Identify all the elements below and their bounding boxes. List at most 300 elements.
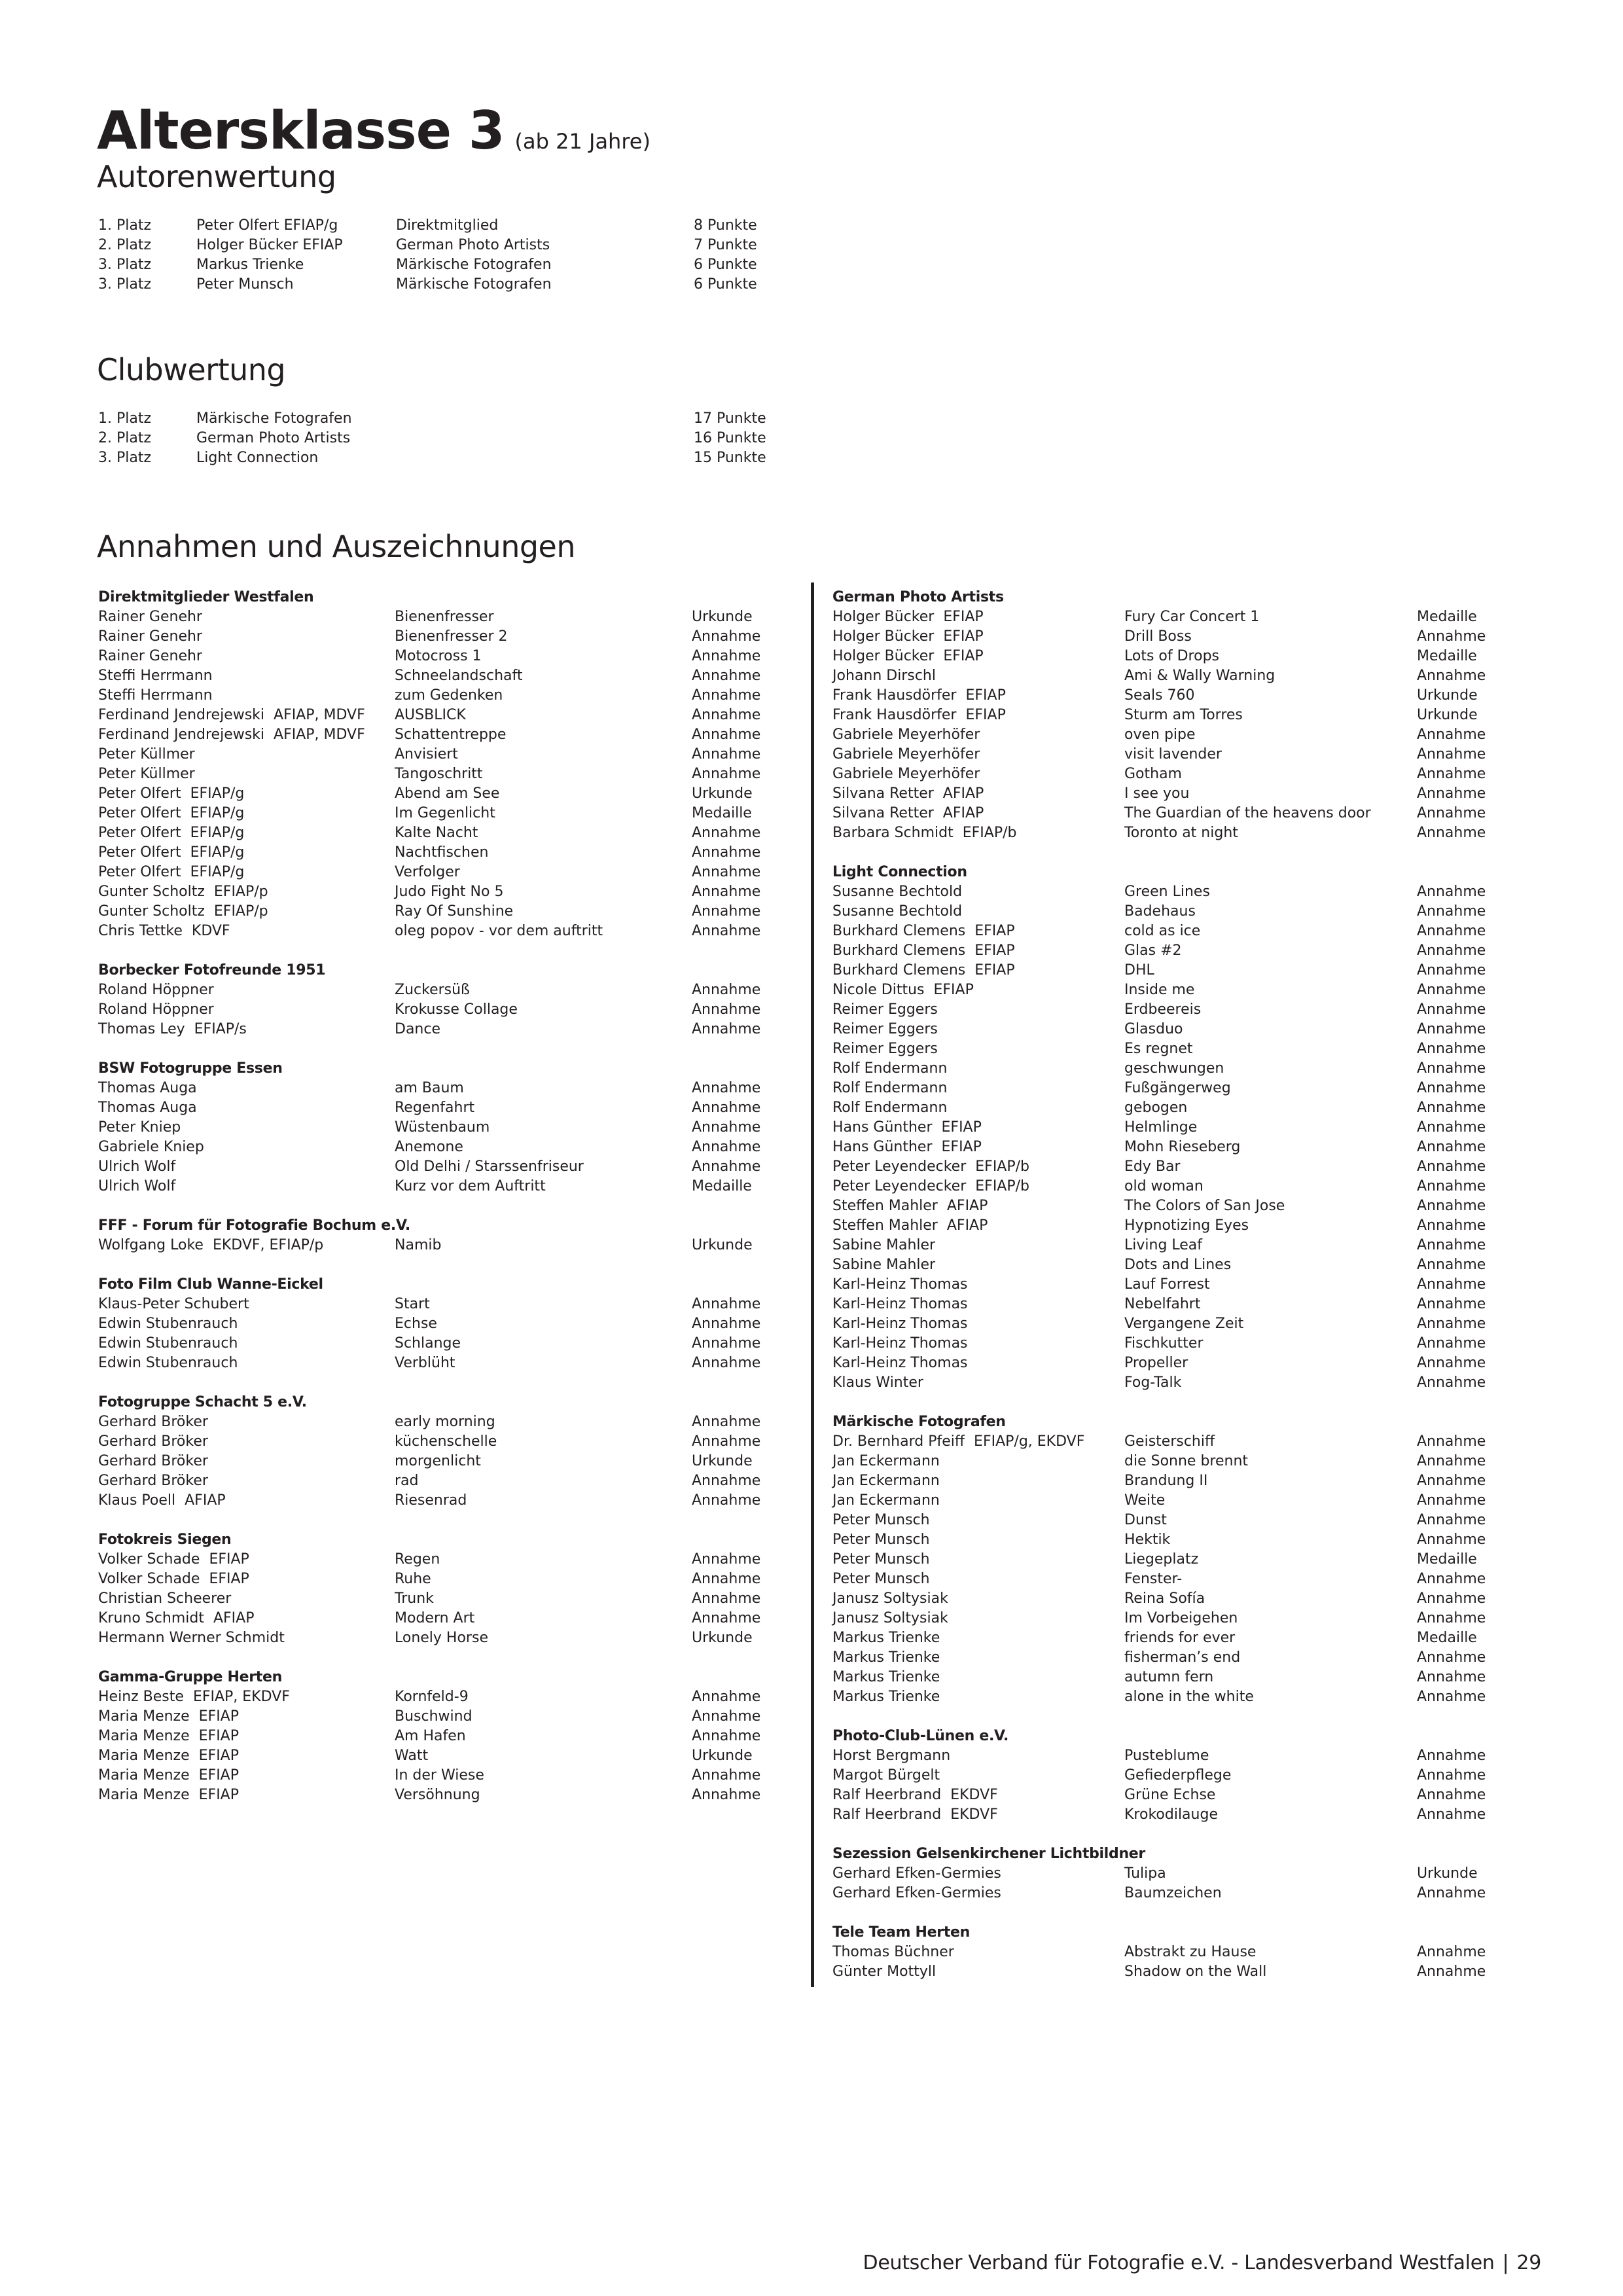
ranking-author: Holger Bücker EFIAP bbox=[196, 237, 343, 253]
entry-author bbox=[98, 1550, 249, 1570]
entry-result: Annahme bbox=[692, 1414, 761, 1430]
entry-row bbox=[832, 1471, 1539, 1491]
entry-result: Annahme bbox=[1417, 1964, 1486, 1980]
entry-author-name: Dr. Bernhard Pfeiff bbox=[832, 1433, 965, 1450]
entry-honors: EFIAP/b bbox=[975, 1178, 1030, 1194]
entry-author-name: Peter Olfert bbox=[98, 844, 181, 861]
autorenwertung-list bbox=[98, 216, 785, 295]
ranking-place: 3. Platz bbox=[98, 276, 152, 293]
entry-author-name: Wolfgang Loke bbox=[98, 1237, 204, 1253]
club-group bbox=[98, 1668, 785, 1805]
entry-result: Annahme bbox=[1417, 1335, 1486, 1352]
ranking-author: Peter Munsch bbox=[196, 276, 294, 293]
entry-result: Annahme bbox=[692, 1590, 761, 1607]
entry-author bbox=[832, 1766, 940, 1785]
entry-title: Geisterschiff bbox=[1124, 1433, 1215, 1450]
entry-row bbox=[98, 764, 785, 784]
entry-author bbox=[832, 1354, 968, 1373]
entry-author-name: Reimer Eggers bbox=[832, 1021, 938, 1037]
entry-result: Annahme bbox=[692, 1355, 761, 1371]
entry-author-name: Rolf Endermann bbox=[832, 1080, 948, 1096]
entry-result: Annahme bbox=[692, 1080, 761, 1096]
entry-author bbox=[832, 1471, 940, 1491]
entry-author-name: Hermann Werner Schmidt bbox=[98, 1630, 285, 1646]
entry-author bbox=[832, 804, 984, 823]
entry-title: early morning bbox=[395, 1414, 495, 1430]
entry-title: In der Wiese bbox=[395, 1767, 484, 1784]
entry-result: Annahme bbox=[1417, 1944, 1486, 1960]
entry-author bbox=[832, 627, 984, 647]
entry-author bbox=[98, 863, 244, 882]
entry-result: Annahme bbox=[1417, 1590, 1486, 1607]
entry-result: Annahme bbox=[692, 726, 761, 743]
club-group bbox=[832, 1727, 1539, 1825]
ranking-club: German Photo Artists bbox=[196, 430, 351, 446]
entry-title: Liegeplatz bbox=[1124, 1551, 1199, 1568]
entry-title: Anemone bbox=[395, 1139, 463, 1155]
entry-title: Start bbox=[395, 1296, 430, 1312]
club-group bbox=[832, 863, 1539, 1393]
entry-row bbox=[98, 1138, 785, 1157]
ranking-place: 1. Platz bbox=[98, 217, 152, 234]
entry-title: Dance bbox=[395, 1021, 440, 1037]
entry-row bbox=[98, 784, 785, 804]
entry-result: Medaille bbox=[1417, 1551, 1477, 1568]
footer-separator: | bbox=[1502, 2251, 1509, 2274]
entry-author bbox=[832, 1098, 947, 1118]
entry-title: Glas #2 bbox=[1124, 942, 1182, 959]
entry-title: Krokodilauge bbox=[1124, 1806, 1218, 1823]
ranking-points: 7 Punkte bbox=[694, 237, 757, 253]
entry-title: Namib bbox=[395, 1237, 442, 1253]
entry-author-name: Heinz Beste bbox=[98, 1689, 184, 1705]
entry-row bbox=[832, 725, 1539, 745]
entry-row bbox=[98, 1491, 785, 1511]
club-group-title: Light Connection bbox=[832, 864, 967, 880]
entry-author-name: Klaus Winter bbox=[832, 1374, 923, 1391]
ranking-club: Märkische Fotografen bbox=[396, 276, 552, 293]
entry-author bbox=[832, 1687, 940, 1707]
entry-result: Annahme bbox=[1417, 1473, 1486, 1489]
entry-result: Medaille bbox=[692, 805, 752, 821]
column-divider bbox=[811, 583, 814, 1987]
entry-row bbox=[98, 1098, 785, 1118]
entry-author bbox=[98, 607, 202, 627]
entry-row bbox=[832, 1785, 1539, 1805]
entry-author bbox=[98, 1785, 239, 1805]
entry-author-name: Thomas Ley bbox=[98, 1021, 185, 1037]
entry-result: Annahme bbox=[1417, 628, 1486, 645]
entry-honors: AFIAP, MDVF bbox=[274, 707, 365, 723]
entry-result: Annahme bbox=[1417, 1767, 1486, 1784]
entry-author-name: Susanne Bechtold bbox=[832, 903, 963, 920]
entry-title: Brandung II bbox=[1124, 1473, 1208, 1489]
entry-author-name: Peter Olfert bbox=[98, 805, 181, 821]
entry-row bbox=[832, 1766, 1539, 1785]
entry-row bbox=[832, 1216, 1539, 1236]
entry-title: Edy Bar bbox=[1124, 1158, 1181, 1175]
entry-title: visit lavender bbox=[1124, 746, 1222, 762]
entry-title: Versöhnung bbox=[395, 1787, 480, 1803]
entry-title: fisherman’s end bbox=[1124, 1649, 1241, 1666]
entry-result: Annahme bbox=[692, 982, 761, 998]
entry-title: Baumzeichen bbox=[1124, 1885, 1222, 1901]
entry-title: Kurz vor dem Auftritt bbox=[395, 1178, 546, 1194]
entry-row bbox=[832, 1628, 1539, 1648]
club-group bbox=[832, 588, 1539, 843]
entry-title: Lonely Horse bbox=[395, 1630, 488, 1646]
entry-author bbox=[98, 1589, 231, 1609]
entry-title: Grüne Echse bbox=[1124, 1787, 1216, 1803]
entry-author-name: Ulrich Wolf bbox=[98, 1178, 176, 1194]
club-group bbox=[98, 1216, 785, 1255]
entry-title: Helmlinge bbox=[1124, 1119, 1198, 1136]
entry-result: Annahme bbox=[1417, 1571, 1486, 1587]
entry-author bbox=[832, 607, 984, 627]
entry-author bbox=[832, 745, 980, 764]
entry-row bbox=[98, 1432, 785, 1452]
club-group-title: Tele Team Herten bbox=[832, 1924, 971, 1941]
club-group bbox=[98, 1059, 785, 1196]
entry-result: Annahme bbox=[692, 825, 761, 841]
entry-title: cold as ice bbox=[1124, 923, 1201, 939]
entry-author-name: Rolf Endermann bbox=[832, 1060, 948, 1077]
entry-result: Annahme bbox=[692, 707, 761, 723]
entry-result: Annahme bbox=[1417, 1453, 1486, 1469]
entry-title: Fury Car Concert 1 bbox=[1124, 609, 1260, 625]
entry-title: am Baum bbox=[395, 1080, 464, 1096]
entry-title: Schattentreppe bbox=[395, 726, 507, 743]
entry-author bbox=[832, 1059, 947, 1079]
entry-author bbox=[832, 1255, 935, 1275]
entry-title: Buschwind bbox=[395, 1708, 473, 1725]
entry-row bbox=[832, 922, 1539, 941]
entry-title: Schneelandschaft bbox=[395, 668, 523, 684]
entry-honors: EFIAP/g bbox=[190, 864, 245, 880]
ranking-place: 2. Platz bbox=[98, 430, 152, 446]
entry-row bbox=[832, 804, 1539, 823]
ranking-points: 6 Punkte bbox=[694, 257, 757, 273]
ranking-club: Märkische Fotografen bbox=[196, 410, 352, 427]
entry-row bbox=[98, 1746, 785, 1766]
entry-row bbox=[832, 1452, 1539, 1471]
entry-author bbox=[832, 1746, 950, 1766]
entry-title: gebogen bbox=[1124, 1100, 1188, 1116]
entry-row bbox=[98, 1236, 785, 1255]
entry-author-name: Rolf Endermann bbox=[832, 1100, 948, 1116]
ranking-place: 3. Platz bbox=[98, 450, 152, 466]
entry-honors: EFIAP/g bbox=[190, 785, 245, 802]
entry-honors: EFIAP bbox=[209, 1551, 249, 1568]
entry-row bbox=[98, 1609, 785, 1628]
entry-result: Annahme bbox=[1417, 923, 1486, 939]
entry-author bbox=[98, 1570, 249, 1589]
entry-honors: AFIAP bbox=[185, 1492, 226, 1509]
entry-author bbox=[832, 1079, 947, 1098]
entry-author bbox=[832, 1157, 1029, 1177]
entry-title: Abend am See bbox=[395, 785, 500, 802]
entry-result: Annahme bbox=[1417, 1316, 1486, 1332]
entry-row bbox=[98, 1334, 785, 1354]
entry-author-name: Günter Mottyll bbox=[832, 1964, 936, 1980]
entry-title: Glasduo bbox=[1124, 1021, 1183, 1037]
entry-result: Annahme bbox=[692, 1316, 761, 1332]
entry-author bbox=[832, 882, 962, 902]
entry-honors: EFIAP/p bbox=[213, 884, 268, 900]
section-heading-annahmen: Annahmen und Auszeichnungen bbox=[97, 529, 576, 564]
entry-result: Annahme bbox=[1417, 1748, 1486, 1764]
entry-row bbox=[832, 647, 1539, 666]
entry-row bbox=[832, 1236, 1539, 1255]
entry-row bbox=[832, 1059, 1539, 1079]
entry-author-name: Steffi Herrmann bbox=[98, 668, 213, 684]
entry-title: Lots of Drops bbox=[1124, 648, 1219, 664]
entry-result: Annahme bbox=[1417, 1158, 1486, 1175]
club-ranking-row bbox=[98, 409, 785, 429]
entry-author-name: Ralf Heerbrand bbox=[832, 1787, 942, 1803]
entry-author bbox=[832, 1962, 936, 1982]
entry-honors: AFIAP, MDVF bbox=[274, 726, 365, 743]
entry-result: Urkunde bbox=[1417, 687, 1478, 704]
entry-title: Echse bbox=[395, 1316, 437, 1332]
entry-row bbox=[832, 902, 1539, 922]
entry-row bbox=[98, 882, 785, 902]
entry-author bbox=[98, 823, 244, 843]
club-group-title: FFF - Forum für Fotografie Bochum e.V. bbox=[98, 1217, 410, 1234]
entry-honors: EFIAP/g bbox=[190, 805, 245, 821]
club-group-title: BSW Fotogruppe Essen bbox=[98, 1060, 283, 1077]
entry-result: Annahme bbox=[1417, 1433, 1486, 1450]
entry-author bbox=[98, 686, 213, 706]
entry-row bbox=[832, 1570, 1539, 1589]
entry-author bbox=[832, 1275, 968, 1295]
entry-row bbox=[832, 1334, 1539, 1354]
entry-author bbox=[98, 1118, 181, 1138]
entry-row bbox=[98, 647, 785, 666]
ranking-club: Direktmitglied bbox=[396, 217, 499, 234]
entry-result: Medaille bbox=[1417, 609, 1477, 625]
entry-author-name: Hans Günther bbox=[832, 1139, 933, 1155]
club-group-title: Direktmitglieder Westfalen bbox=[98, 589, 314, 605]
entry-author-name: Ulrich Wolf bbox=[98, 1158, 176, 1175]
entry-title: Sturm am Torres bbox=[1124, 707, 1243, 723]
entry-title: Dunst bbox=[1124, 1512, 1167, 1528]
entry-title: alone in the white bbox=[1124, 1689, 1254, 1705]
club-ranking-row bbox=[98, 448, 785, 468]
ranking-author: Peter Olfert EFIAP/g bbox=[196, 217, 338, 234]
entry-title: autumn fern bbox=[1124, 1669, 1214, 1685]
club-group bbox=[832, 1923, 1539, 1982]
ranking-row bbox=[98, 275, 785, 295]
entry-row bbox=[98, 686, 785, 706]
entry-author-name: Holger Bücker bbox=[832, 609, 935, 625]
entry-author bbox=[98, 764, 195, 784]
entry-author bbox=[832, 666, 936, 686]
entry-author-name: Peter Munsch bbox=[832, 1512, 930, 1528]
entry-title: morgenlicht bbox=[395, 1453, 481, 1469]
entry-author-name: Peter Olfert bbox=[98, 785, 181, 802]
entry-title: Motocross 1 bbox=[395, 648, 482, 664]
entry-author bbox=[98, 980, 214, 1000]
entry-result: Annahme bbox=[692, 1021, 761, 1037]
entry-honors: EFIAP bbox=[198, 1767, 239, 1784]
entry-row bbox=[832, 784, 1539, 804]
entry-honors: EFIAP bbox=[965, 687, 1006, 704]
entry-author bbox=[832, 1314, 968, 1334]
entry-author bbox=[832, 1334, 968, 1354]
entry-author bbox=[832, 1000, 938, 1020]
entry-author-name: Volker Schade bbox=[98, 1551, 200, 1568]
entry-author-name: Gabriele Kniep bbox=[98, 1139, 204, 1155]
entry-result: Annahme bbox=[1417, 1787, 1486, 1803]
entry-author-name: Burkhard Clemens bbox=[832, 923, 966, 939]
entry-honors: KDVF bbox=[191, 923, 230, 939]
ranking-place: 2. Platz bbox=[98, 237, 152, 253]
entry-title: oven pipe bbox=[1124, 726, 1196, 743]
entry-title: zum Gedenken bbox=[395, 687, 503, 704]
entry-result: Annahme bbox=[1417, 1355, 1486, 1371]
entry-row bbox=[832, 1884, 1539, 1903]
entry-result: Annahme bbox=[1417, 1296, 1486, 1312]
entry-author-name: Maria Menze bbox=[98, 1708, 190, 1725]
entry-row bbox=[832, 1609, 1539, 1628]
entry-author bbox=[832, 1196, 988, 1216]
entry-row bbox=[98, 1570, 785, 1589]
entry-result: Annahme bbox=[1417, 1139, 1486, 1155]
entry-result: Annahme bbox=[1417, 1532, 1486, 1548]
entry-author bbox=[832, 1216, 988, 1236]
entry-author-name: Holger Bücker bbox=[832, 628, 935, 645]
entry-honors: EKDVF bbox=[950, 1787, 998, 1803]
entry-row bbox=[832, 1805, 1539, 1825]
entry-result: Annahme bbox=[1417, 903, 1486, 920]
entry-author-name: Christian Scheerer bbox=[98, 1590, 232, 1607]
annahmen-right-column bbox=[832, 588, 1539, 2001]
entry-row bbox=[832, 1530, 1539, 1550]
entry-result: Annahme bbox=[692, 1610, 761, 1626]
entry-row bbox=[832, 1491, 1539, 1511]
entry-title: Living Leaf bbox=[1124, 1237, 1203, 1253]
entry-result: Annahme bbox=[1417, 726, 1486, 743]
entry-row bbox=[832, 1589, 1539, 1609]
club-group-title: Märkische Fotografen bbox=[832, 1414, 1006, 1430]
entry-row bbox=[98, 1550, 785, 1570]
entry-result: Annahme bbox=[692, 1139, 761, 1155]
entry-author bbox=[98, 627, 202, 647]
entry-row bbox=[832, 627, 1539, 647]
entry-author bbox=[98, 1766, 239, 1785]
entry-title: Weite bbox=[1124, 1492, 1166, 1509]
entry-author bbox=[832, 1884, 1001, 1903]
entry-author bbox=[832, 1020, 938, 1039]
entry-row bbox=[832, 1020, 1539, 1039]
entry-result: Urkunde bbox=[692, 1630, 753, 1646]
entry-title: Fischkutter bbox=[1124, 1335, 1204, 1352]
entry-honors: EFIAP bbox=[198, 1728, 239, 1744]
entry-author bbox=[98, 1020, 247, 1039]
entry-title: geschwungen bbox=[1124, 1060, 1224, 1077]
entry-title: AUSBLICK bbox=[395, 707, 466, 723]
entry-row bbox=[98, 1471, 785, 1491]
entry-row bbox=[832, 686, 1539, 706]
entry-author-name: Thomas Büchner bbox=[832, 1944, 954, 1960]
entry-result: Annahme bbox=[1417, 668, 1486, 684]
entry-row bbox=[98, 1707, 785, 1727]
entry-row bbox=[832, 1373, 1539, 1393]
entry-title: Judo Fight No 5 bbox=[395, 884, 504, 900]
entry-result: Annahme bbox=[1417, 982, 1486, 998]
entry-honors: EFIAP bbox=[198, 1748, 239, 1764]
entry-author-name: Jan Eckermann bbox=[832, 1453, 940, 1469]
entry-honors: EFIAP bbox=[941, 1119, 982, 1136]
entry-honors: AFIAP bbox=[942, 805, 984, 821]
entry-title: Bienenfresser bbox=[395, 609, 494, 625]
entry-row bbox=[832, 764, 1539, 784]
entry-result: Annahme bbox=[692, 1100, 761, 1116]
ranking-club: German Photo Artists bbox=[396, 237, 550, 253]
entry-result: Annahme bbox=[1417, 785, 1486, 802]
ranking-points: 17 Punkte bbox=[694, 410, 766, 427]
ranking-club: Märkische Fotografen bbox=[396, 257, 552, 273]
entry-title: Kornfeld-9 bbox=[395, 1689, 469, 1705]
entry-honors: AFIAP bbox=[942, 785, 984, 802]
entry-title: DHL bbox=[1124, 962, 1154, 978]
entry-author bbox=[832, 823, 1016, 843]
entry-row bbox=[832, 1314, 1539, 1334]
entry-author bbox=[98, 647, 202, 666]
entry-result: Annahme bbox=[1417, 825, 1486, 841]
entry-author-name: Jan Eckermann bbox=[832, 1473, 940, 1489]
entry-author-name: Peter Munsch bbox=[832, 1551, 930, 1568]
entry-result: Urkunde bbox=[692, 1748, 753, 1764]
entry-result: Annahme bbox=[1417, 884, 1486, 900]
entry-result: Annahme bbox=[1417, 1021, 1486, 1037]
section-heading-clubwertung: Clubwertung bbox=[97, 352, 286, 387]
entry-author bbox=[832, 1805, 998, 1825]
entry-author bbox=[98, 922, 230, 941]
entry-row bbox=[98, 1295, 785, 1314]
entry-title: Dots and Lines bbox=[1124, 1257, 1232, 1273]
entry-title: Anvisiert bbox=[395, 746, 458, 762]
entry-author bbox=[98, 745, 195, 764]
entry-author bbox=[832, 1236, 935, 1255]
entry-result: Urkunde bbox=[1417, 1865, 1478, 1882]
entry-result: Urkunde bbox=[692, 609, 753, 625]
entry-title: die Sonne brennt bbox=[1124, 1453, 1249, 1469]
entry-title: Lauf Forrest bbox=[1124, 1276, 1210, 1293]
ranking-author: Markus Trienke bbox=[196, 257, 304, 273]
club-group bbox=[98, 1275, 785, 1373]
entry-author bbox=[832, 1118, 982, 1138]
entry-author bbox=[98, 1157, 175, 1177]
entry-result: Annahme bbox=[692, 668, 761, 684]
entry-author bbox=[832, 1628, 940, 1648]
entry-author bbox=[98, 1628, 285, 1648]
entry-result: Annahme bbox=[692, 1787, 761, 1803]
entry-row bbox=[98, 1589, 785, 1609]
entry-row bbox=[98, 804, 785, 823]
entry-author-name: Peter Olfert bbox=[98, 825, 181, 841]
entry-author bbox=[98, 1334, 238, 1354]
entry-author bbox=[832, 941, 1015, 961]
entry-result: Annahme bbox=[692, 746, 761, 762]
entry-author bbox=[98, 1354, 238, 1373]
entry-author bbox=[98, 1079, 197, 1098]
entry-title: Nebelfahrt bbox=[1124, 1296, 1201, 1312]
entry-author bbox=[832, 1432, 1084, 1452]
entry-author-name: Johann Dirschl bbox=[832, 668, 936, 684]
entry-row bbox=[98, 1157, 785, 1177]
